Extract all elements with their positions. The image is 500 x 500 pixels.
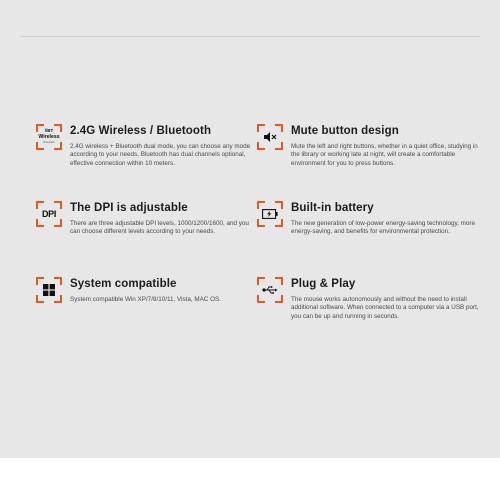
battery-icon [257,201,283,227]
feature-description: The mouse works autonomously and without the need to install additional software. When connected to a computer via a USB port, you can be up and running in seconds. [291,296,479,320]
feature-description: System compatible Win XP/7/8/10/11, Vista, MAC OS. [70,296,221,303]
speaker-mute-icon [257,124,283,150]
feature-title: Built-in battery [291,202,374,214]
feature-title: System compatible [70,278,177,290]
wireless-icon-label: Wireless [38,134,60,140]
divider-line [20,36,480,37]
feature-title: The DPI is adjustable [70,202,188,214]
feature-mute [257,123,477,203]
bluetooth-icon-label: Bluetooth [43,141,55,144]
feature-title: 2.4G Wireless / Bluetooth [70,125,212,137]
feature-description: The new generation of low-power energy-saving technology, more energy-saving, and benefits for environmental protection. [291,220,475,236]
windows-icon [36,277,62,303]
dpi-icon-label: DPI [41,209,57,219]
wireless-bt-icon [36,124,62,150]
feature-description: Mute the left and right buttons, whether in a quiet office, studying in the library or working late at night, will create a comfortable environment for you to press buttons. [291,143,478,167]
usb-icon [257,277,283,303]
feature-description: There are three adjustable DPI levels, 1000/1200/1600, and you can choose different levels according to your needs. [70,220,249,236]
feature-battery [257,200,477,280]
feature-title: Mute button design [291,125,399,137]
dpi-icon [36,201,62,227]
feature-dpi [36,200,256,280]
feature-plug-play [257,276,477,356]
wireless-icon-label-top: //BT [44,128,54,133]
feature-wireless [36,123,256,203]
feature-description: 2.4G wireless + Bluetooth dual mode, you can choose any mode according to your needs, Bluetooth has dual channels optional, effective connection within 10 meters. [70,143,251,167]
feature-system [36,276,256,356]
feature-title: Plug & Play [291,278,356,290]
